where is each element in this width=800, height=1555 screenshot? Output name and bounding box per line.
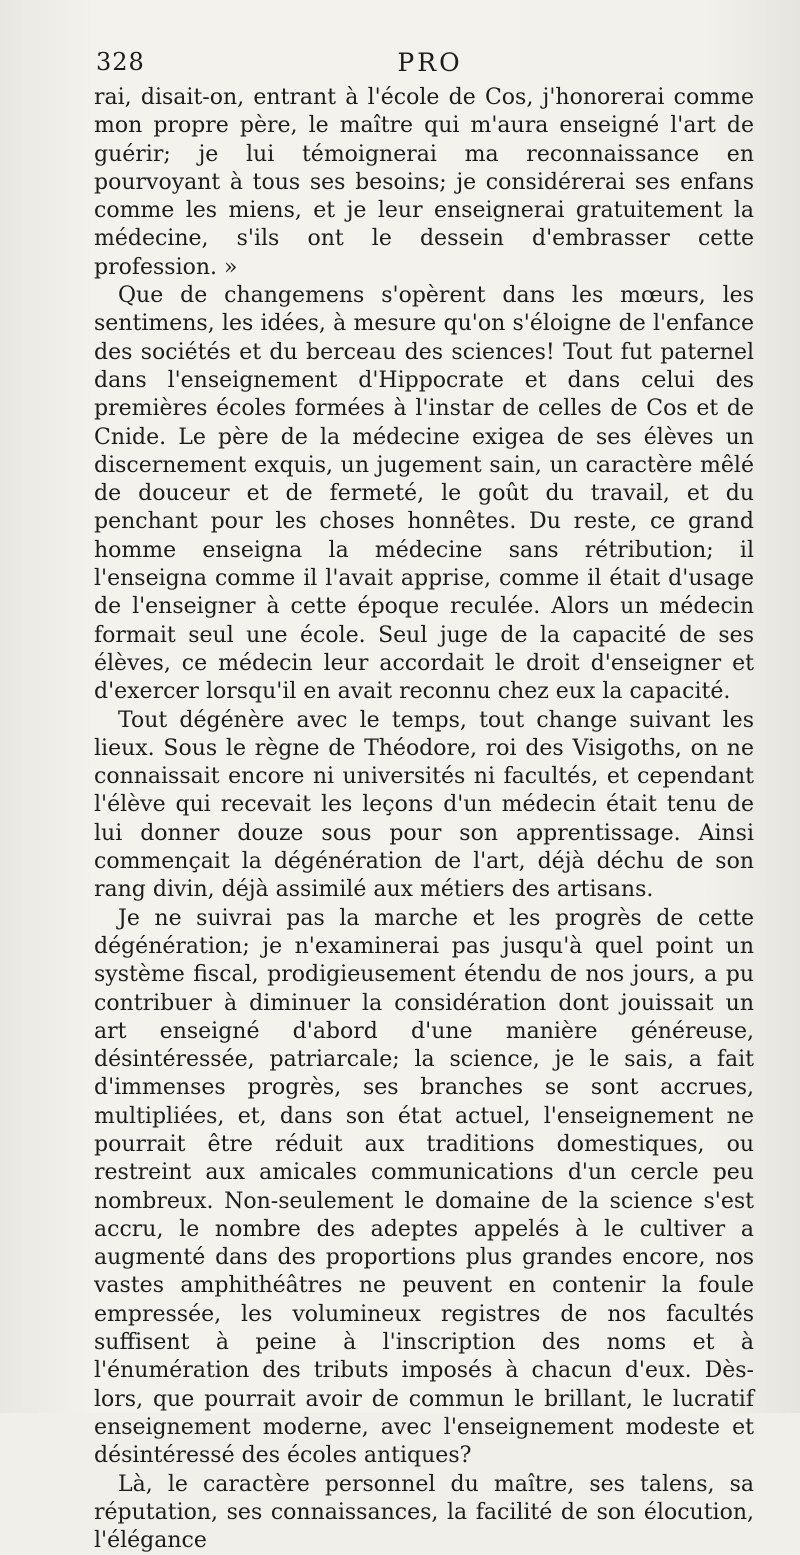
paragraph-continuation: rai, disait-on, entrant à l'école de Cos, j'honorerai comme mon propre père, le maître qui m'aura enseigné l'art de guérir; je lui témoignerai ma reconnaissance en pourvoyant à tous ses besoins; je considérerai ses enfans comme les miens, et je leur enseignerai gratuitement la médecine, s'ils ont le dessein d'embrasser cette profession. »	[94, 85, 754, 280]
running-head: PRO	[397, 48, 463, 77]
paragraph: Que de changemens s'opèrent dans les mœurs, les sentimens, les idées, à mesure qu'on s'éloigne de l'enfance des sociétés et du berceau des sciences! Tout fut paternel dans l'enseignement d'Hippocrate et dans celui des premières écoles formées à l'instar de celles de Cos et de Cnide. Le père de la médecine exigea de ses élèves un discernement exquis, un jugement sain, un caractère mêlé de douceur et de fermeté, le goût du travail, et du penchant pour les choses honnêtes. Du reste, ce grand homme enseigna la médecine sans rétribution; il l'enseigna comme il l'avait apprise, comme il était d'usage de l'enseigner à cette époque reculée. Alors un médecin formait seul une école. Seul juge de la capacité de ses élèves, ce médecin leur accordait le droit d'enseigner et d'exercer lorsqu'il en avait reconnu chez eux la capacité.	[94, 283, 754, 705]
paragraph: Là, le caractère personnel du maître, ses talens, sa réputation, ses connaissances, la facilité de son élocution, l'élégance	[94, 1471, 754, 1554]
paragraph: Je ne suivrai pas la marche et les progrès de cette dégénération; je n'examinerai pas jusqu'à quel point un système fiscal, prodigieusement étendu de nos jours, a pu contribuer à diminuer la considération dont jouissait un art enseigné d'abord d'une manière généreuse, désintéressée, patriarcale; la science, je le sais, a fait d'immenses progrès, ses branches se sont accrues, multipliées, et, dans son état actuel, l'enseignement ne pourrait être réduit aux traditions domestiques, ou restreint aux amicales communications d'un cercle peu nombreux. Non-seulement le domaine de la science s'est accru, le nombre des adeptes appelés à le cultiver a augmenté dans des proportions plus grandes encore, nos vastes amphithéâtres ne peuvent en contenir la foule empressée, les volumineux registres de nos facultés suffisent à peine à l'inscription des noms et à l'énumération des tributs imposés à chacun d'eux. Dès-lors, que pourrait avoir de commun le brillant, le lucratif enseignement moderne, avec l'enseignement modeste et désintéressé des écoles antiques?	[94, 905, 754, 1469]
page-header	[96, 48, 764, 82]
paragraph: Tout dégénère avec le temps, tout change suivant les lieux. Sous le règne de Théodore, roi des Visigoths, on ne connaissait encore ni universités ni facultés, et cependant l'élève qui recevait les leçons d'un médecin était tenu de lui donner douze sous pour son apprentissage. Ainsi commençait la dégénération de l'art, déjà déchu de son rang divin, déjà assimilé aux métiers des artisans.	[94, 707, 754, 903]
page-number: 328	[96, 48, 145, 76]
body-text	[94, 84, 754, 1555]
